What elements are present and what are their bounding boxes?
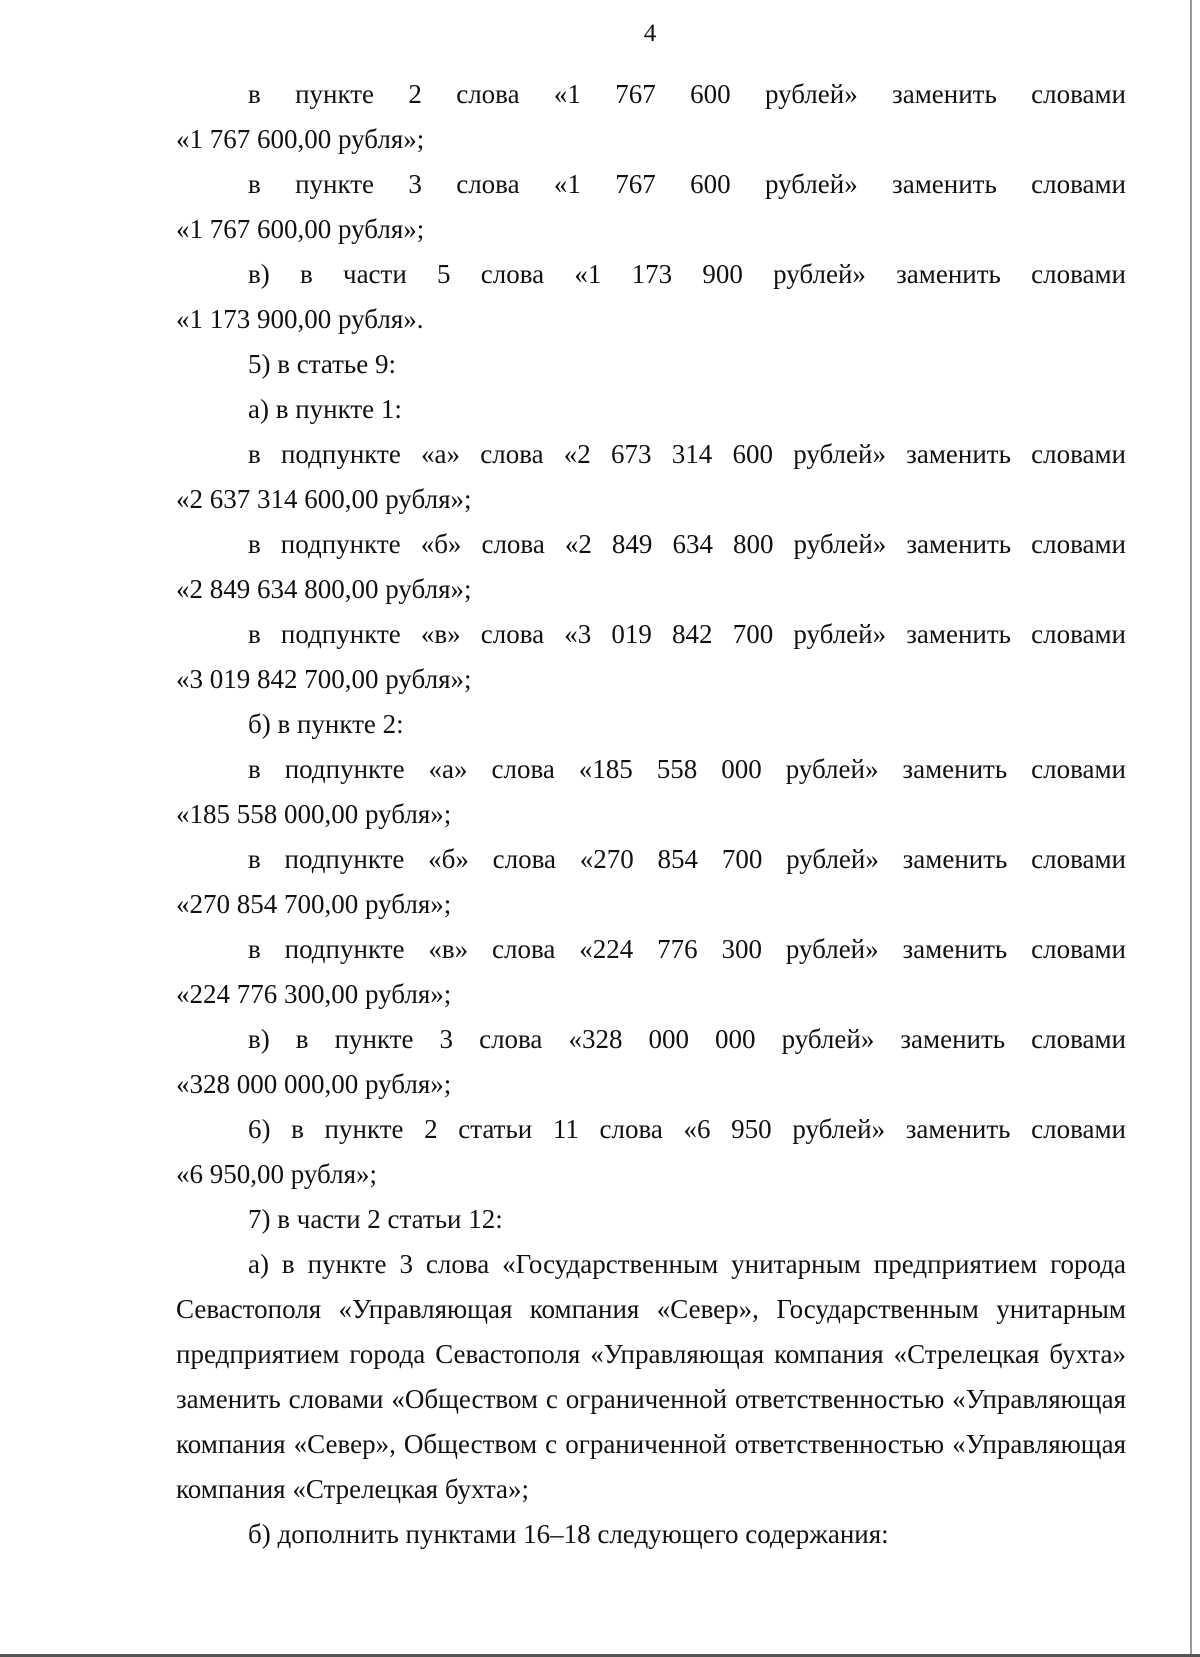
paragraph-11-line-1: в подпункте «б» слова «270 854 700 рублей» заменить словами — [248, 844, 1126, 874]
paragraph-5: а) в пункте 1: — [248, 394, 402, 424]
paragraph-10-line-1: в подпункте «а» слова «185 558 000 рублей» заменить словами — [248, 754, 1126, 784]
paragraph-7-line-1: в подпункте «б» слова «2 849 634 800 рублей» заменить словами — [248, 529, 1126, 559]
paragraph-17: б) дополнить пунктами 16–18 следующего содержания: — [248, 1519, 889, 1549]
paragraph-6-line-2: «2 637 314 600,00 рубля»; — [176, 484, 472, 514]
paragraph-14-line-2: «6 950,00 рубля»; — [176, 1159, 377, 1189]
paragraph-2-line-2: «1 767 600,00 рубля»; — [176, 214, 425, 244]
paragraph-8-line-2: «3 019 842 700,00 рубля»; — [176, 664, 472, 694]
paragraph-2-line-1: в пункте 3 слова «1 767 600 рублей» заменить словами — [248, 169, 1126, 199]
paragraph-15: 7) в части 2 статьи 12: — [248, 1204, 503, 1234]
paragraph-3-line-2: «1 173 900,00 рубля». — [176, 304, 424, 334]
paragraph-7-line-2: «2 849 634 800,00 рубля»; — [176, 574, 472, 604]
paragraph-16: а) в пункте 3 слова «Государственным унитарным предприятием города Севастополя «Управляющая компания «Север», Государственным унитарным предприятием города Севастополя «Управляющая компания «Стрелецкая бухта» заменить словами «Обществом с ограниченной ответственностью «Управляющая компания «Север», Обществом с ограниченной ответственностью «Управляющая компания «Стрелецкая бухта»; — [176, 1249, 1126, 1504]
paragraph-8-line-1: в подпункте «в» слова «3 019 842 700 рублей» заменить словами — [248, 619, 1126, 649]
paragraph-13-line-2: «328 000 000,00 рубля»; — [176, 1069, 452, 1099]
page-number: 4 — [643, 20, 657, 47]
paragraph-1-line-1: в пункте 2 слова «1 767 600 рублей» заменить словами — [248, 79, 1126, 109]
paragraph-13-line-1: в) в пункте 3 слова «328 000 000 рублей» заменить словами — [248, 1024, 1126, 1054]
scan-edge-right — [1190, 0, 1192, 1657]
paragraph-9: б) в пункте 2: — [248, 709, 404, 739]
paragraph-3-line-1: в) в части 5 слова «1 173 900 рублей» заменить словами — [248, 259, 1126, 289]
paragraph-4: 5) в статье 9: — [248, 349, 396, 379]
paragraph-12-line-2: «224 776 300,00 рубля»; — [176, 979, 452, 1009]
paragraph-12-line-1: в подпункте «в» слова «224 776 300 рублей» заменить словами — [248, 934, 1126, 964]
paragraph-10-line-2: «185 558 000,00 рубля»; — [176, 799, 452, 829]
document-body — [176, 72, 1126, 1557]
paragraph-6-line-1: в подпункте «а» слова «2 673 314 600 рублей» заменить словами — [248, 439, 1126, 469]
paragraph-11-line-2: «270 854 700,00 рубля»; — [176, 889, 452, 919]
paragraph-14-line-1: 6) в пункте 2 статьи 11 слова «6 950 рублей» заменить словами — [248, 1114, 1126, 1144]
paragraph-1-line-2: «1 767 600,00 рубля»; — [176, 124, 425, 154]
